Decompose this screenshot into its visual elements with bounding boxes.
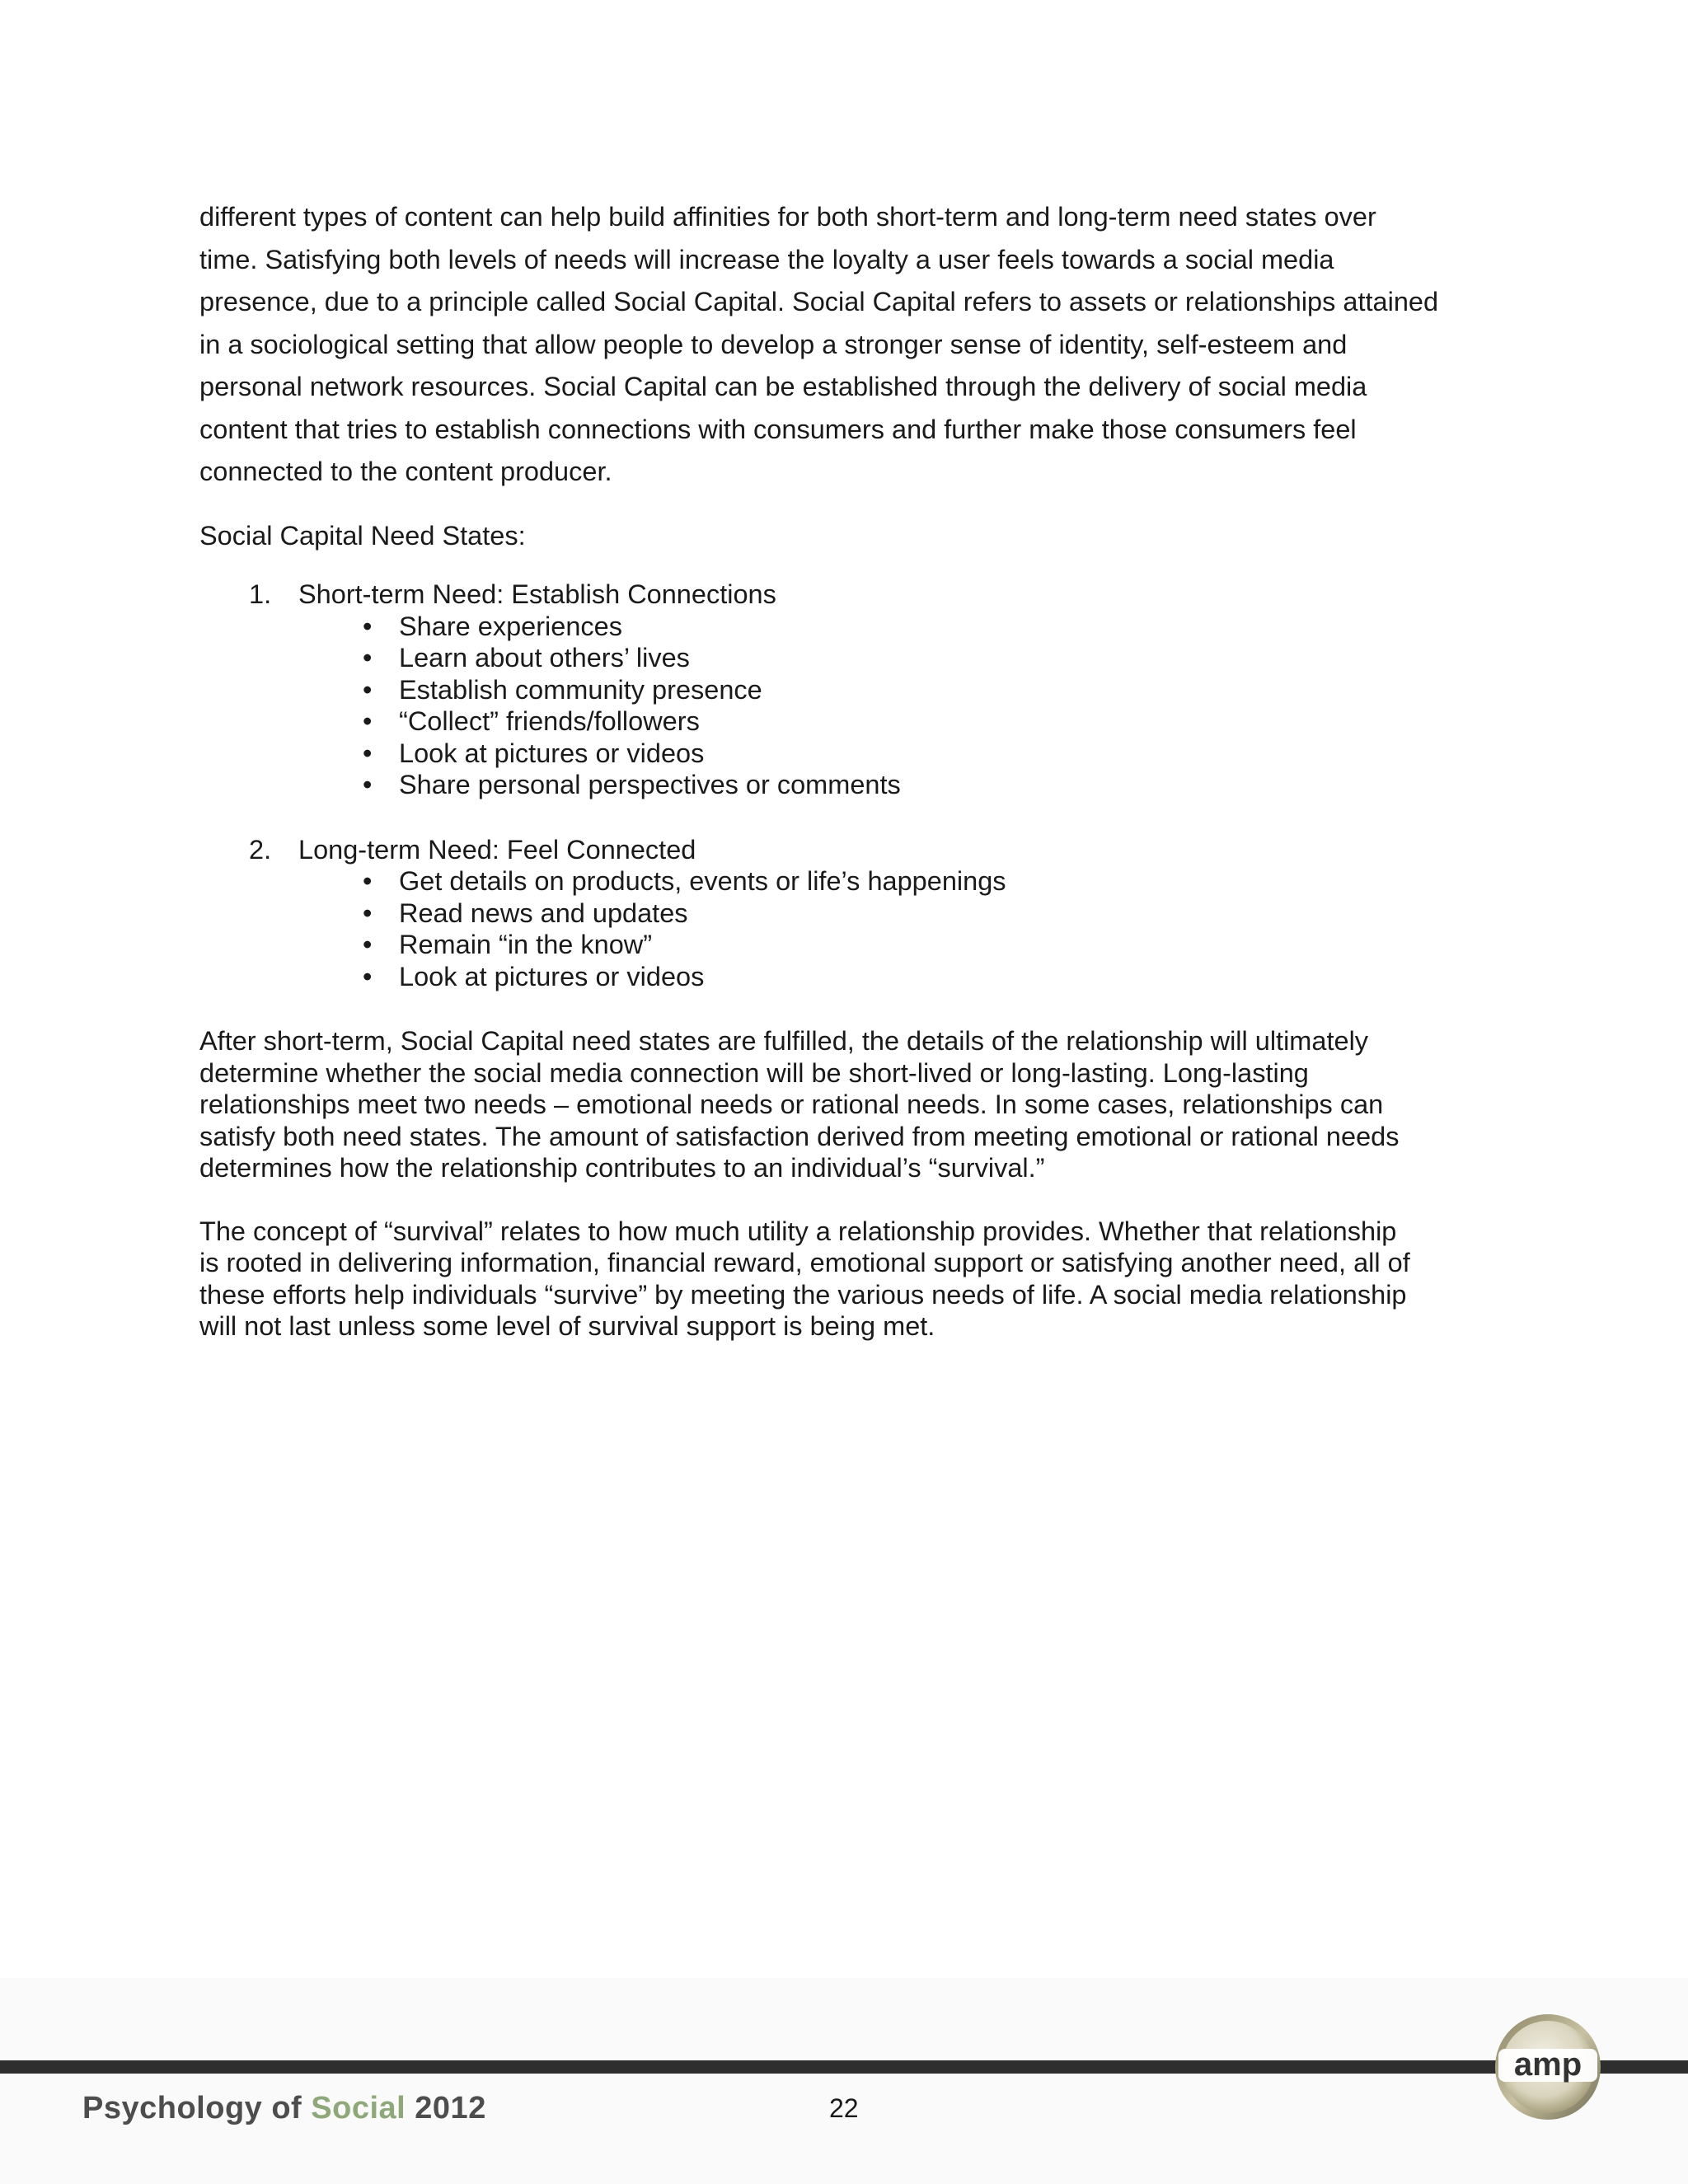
- body-paragraph: [199, 1216, 1502, 1343]
- list-item: [298, 738, 1502, 770]
- page-body: [199, 196, 1502, 1374]
- footer-band: [0, 1978, 1688, 2184]
- bullet-icon: •: [363, 674, 373, 705]
- footer-title-part: 2012: [406, 2091, 486, 2125]
- intro-line: time. Satisfying both levels of needs will increase the loyalty a user feels towards a social media: [199, 244, 1334, 274]
- amp-logo-text: amp: [1513, 2046, 1582, 2083]
- paragraph-line: will not last unless some level of survival support is being met.: [199, 1311, 935, 1341]
- need-title: Short-term Need: Establish Connections: [298, 579, 776, 609]
- need-states-list: [199, 579, 1502, 992]
- bullet-icon: •: [363, 611, 373, 641]
- body-paragraph: [199, 1025, 1502, 1184]
- bullet-icon: •: [363, 643, 373, 673]
- paragraph-line: is rooted in delivering information, financial reward, emotional support or satisfying another need, all of: [199, 1248, 1410, 1277]
- intro-line: connected to the content producer.: [199, 457, 612, 486]
- need-item-short-term: [199, 579, 1502, 801]
- footer-title-part: Psychology of: [82, 2091, 312, 2125]
- list-item: [298, 929, 1502, 961]
- intro-line: in a sociological setting that allow people to develop a stronger sense of identity, self-esteem and: [199, 329, 1348, 359]
- list-item-text: Remain “in the know”: [399, 930, 653, 959]
- intro-line: presence, due to a principle called Social Capital. Social Capital refers to assets or relationships attained: [199, 287, 1439, 316]
- bullet-icon: •: [363, 866, 373, 896]
- paragraph-line: determines how the relationship contributes to an individual’s “survival.”: [199, 1153, 1045, 1183]
- intro-line: different types of content can help build affinities for both short-term and long-term need states over: [199, 202, 1376, 232]
- list-item: [298, 898, 1502, 930]
- intro-line: personal network resources. Social Capital can be established through the delivery of social media: [199, 372, 1367, 401]
- list-item-text: Establish community presence: [399, 674, 762, 705]
- list-item: [298, 611, 1502, 643]
- amp-logo: [1492, 2011, 1604, 2123]
- bullet-icon: •: [363, 706, 373, 736]
- intro-line: content that tries to establish connections with consumers and further make those consumers feel: [199, 414, 1357, 444]
- bullet-icon: •: [363, 898, 373, 928]
- paragraph-line: After short-term, Social Capital need states are fulfilled, the details of the relationship will ultimately: [199, 1026, 1369, 1056]
- list-item-text: Get details on products, events or life’s happenings: [399, 866, 1006, 896]
- list-item-text: Learn about others’ lives: [399, 643, 690, 673]
- footer-divider: [0, 2060, 1688, 2074]
- paragraph-line: relationships meet two needs – emotional needs or rational needs. In some cases, relationships can: [199, 1090, 1384, 1119]
- list-item: [298, 769, 1502, 801]
- list-item-text: Read news and updates: [399, 898, 688, 928]
- bullet-list: [298, 611, 1502, 801]
- section-heading: Social Capital Need States:: [199, 520, 526, 551]
- need-item-long-term: [199, 834, 1502, 993]
- list-item-text: Share personal perspectives or comments: [399, 770, 901, 799]
- paragraph-line: satisfy both need states. The amount of satisfaction derived from meeting emotional or rational needs: [199, 1121, 1400, 1151]
- list-item-text: Share experiences: [399, 611, 622, 641]
- bullet-list: [298, 865, 1502, 992]
- list-item-text: “Collect” friends/followers: [399, 706, 700, 736]
- list-item-text: Look at pictures or videos: [399, 961, 705, 991]
- list-number: 1.: [249, 579, 272, 609]
- bullet-icon: •: [363, 961, 373, 991]
- list-item: [298, 642, 1502, 674]
- list-item-text: Look at pictures or videos: [399, 738, 705, 768]
- list-item: [298, 865, 1502, 898]
- list-number: 2.: [249, 834, 272, 865]
- bullet-icon: •: [363, 770, 373, 799]
- footer-title-accent: Social: [311, 2091, 406, 2125]
- bullet-icon: •: [363, 738, 373, 768]
- paragraph-line: determine whether the social media connection will be short-lived or long-lasting. Long-lasting: [199, 1057, 1309, 1088]
- intro-paragraph: [199, 196, 1502, 494]
- paragraph-line: The concept of “survival” relates to how much utility a relationship provides. Whether that relationship: [199, 1216, 1397, 1246]
- list-item: [298, 674, 1502, 706]
- list-item: [298, 705, 1502, 738]
- paragraph-line: these efforts help individuals “survive” by meeting the various needs of life. A social media relationship: [199, 1279, 1407, 1310]
- list-item: [298, 961, 1502, 993]
- footer-title: [82, 2091, 486, 2126]
- need-title: Long-term Need: Feel Connected: [298, 834, 696, 865]
- page-number: 22: [829, 2093, 859, 2123]
- bullet-icon: •: [363, 930, 373, 959]
